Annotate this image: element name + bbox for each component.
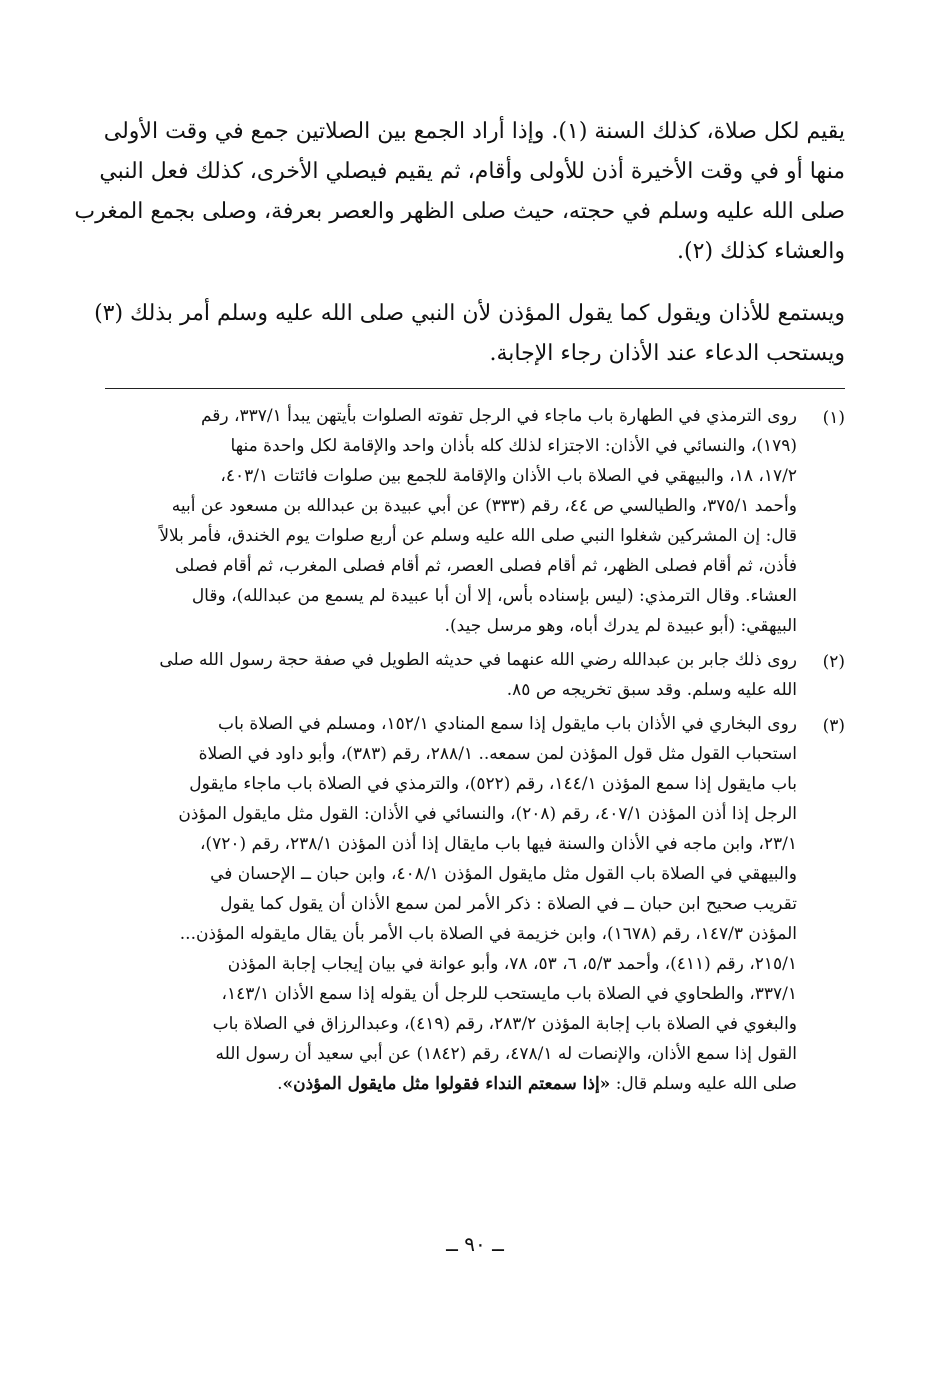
main-text-line: ويستحب الدعاء عند الأذان رجاء الإجابة. [489, 341, 845, 366]
footnote-body [105, 401, 797, 641]
footnote-1 [105, 401, 845, 641]
footnote-line: والبيهقي في الصلاة باب القول مثل مايقول المؤذن ٤٠٨/١، وابن حبان ــ الإحسان في [210, 864, 797, 884]
footnote-line: روى ذلك جابر بن عبدالله رضي الله عنهما في حديثه الطويل في صفة حجة رسول الله صلى [159, 650, 797, 670]
main-text-line: يقيم لكل صلاة، كذلك السنة (١). وإذا أراد الجمع بين الصلاتين جمع في وقت الأولى [103, 119, 845, 144]
footnote-line: ١٧/٢، ١٨، والبيهقي في الصلاة باب الأذان والإقامة للجمع بين صلوات فائتات ٤٠٣/١، [220, 466, 797, 486]
footnote-line: وأحمد ٣٧٥/١، والطيالسي ص ٤٤، رقم (٣٣٣) عن أبي عبيدة بن عبدالله بن مسعود عن أبيه [171, 496, 797, 516]
footnote-line: روى الترمذي في الطهارة باب ماجاء في الرجل تفوته الصلوات بأيتهن يبدأ ٣٣٧/١، رقم [200, 406, 797, 426]
footnote-line: الرجل إذا أذن المؤذن ٤٠٧/١، رقم (٢٠٨)، والنسائي في الأذان: القول مثل مايقول المؤذن [178, 804, 797, 824]
main-text-line: منها أو في وقت الأخيرة أذن للأولى وأقام، ثم يقيم فيصلي الأخرى، كذلك فعل النبي [99, 159, 845, 184]
footnote-2 [105, 645, 845, 705]
footnote-line: فأذن، ثم أقام فصلى الظهر، ثم أقام فصلى العصر، ثم أقام فصلى المغرب، ثم أقام فصلى [174, 556, 797, 576]
footnote-body [105, 709, 797, 1099]
footnote-line: باب مايقول إذا سمع المؤذن ١٤٤/١، رقم (٥٢٢)، والترمذي في الصلاة باب ماجاء مايقول [189, 774, 797, 794]
footnote-line: استحباب القول مثل قول المؤذن لمن سمعه.. ٢٨٨/١، رقم (٣٨٣)، وأبو داود في الصلاة [198, 744, 797, 764]
page-number: ــ ٩٠ ــ [446, 1232, 504, 1256]
footnote-line: والبغوي في الصلاة باب إجابة المؤذن ٢٨٣/٢، رقم (٤١٩)، وعبدالرزاق في الصلاة باب [212, 1014, 797, 1034]
footnote-divider [105, 388, 845, 389]
footnotes [105, 401, 845, 1103]
footnote-line: ٢٣/١، وابن ماجه في الأذان والسنة فيها باب مايقال إذا أذن المؤذن ٢٣٨/١، رقم (٧٢٠)، [199, 834, 797, 854]
footnote-line: العشاء. وقال الترمذي: (ليس بإسناده بأس، إلا أن أبا عبيدة لم يسمع من عبدالله)، وقال [191, 586, 797, 606]
footnote-number: (٣) [822, 716, 845, 736]
footnote-3 [105, 709, 845, 1099]
footnote-line: ٣٣٧/١، والطحاوي في الصلاة باب مايستحب للرجل أن يقوله إذا سمع الأذان ١٤٣/١، [221, 984, 797, 1004]
footnote-number: (١) [822, 408, 845, 428]
footnote-line: المؤذن ١٤٧/٣، رقم (١٦٧٨)، وابن خزيمة في الصلاة باب الأمر بأن يقال مايقوله المؤذن... [179, 924, 797, 944]
footnote-line: (١٧٩)، والنسائي في الأذان: الاجتزاء لذلك كله بأذان واحد والإقامة لكل واحدة منها [230, 436, 797, 456]
main-text [74, 112, 845, 374]
footnote-number: (٢) [822, 652, 845, 672]
main-text-line: ويستمع للأذان ويقول كما يقول المؤذن لأن النبي صلى الله عليه وسلم أمر بذلك (٣) [94, 301, 845, 326]
footnote-text: صلى الله عليه وسلم قال: [610, 1074, 797, 1094]
footnote-line: ٢١٥/١، رقم (٤١١)، وأحمد ٥/٣، ٦، ٥٣، ٧٨، وأبو عوانة في بيان إيجاب إجابة المؤذن [227, 954, 797, 974]
main-text-line: والعشاء كذلك (٢). [677, 239, 845, 264]
main-text-line: صلى الله عليه وسلم في حجته، حيث صلى الظهر والعصر بعرفة، وصلى بجمع المغرب [74, 199, 845, 224]
paragraph-spacer [105, 272, 845, 294]
footnote-text: . [277, 1074, 283, 1094]
footnote-line: القول إذا سمع الأذان، والإنصات له ٤٧٨/١، رقم (١٨٤٢) عن أبي سعيد أن رسول الله [215, 1044, 797, 1064]
footnote-line: روى البخاري في الأذان باب مايقول إذا سمع المنادي ١٥٢/١، ومسلم في الصلاة باب [218, 714, 797, 734]
footnote-line: البيهقي: (أبو عبيدة لم يدرك أباه، وهو مرسل جيد). [444, 616, 797, 636]
footnote-line: تقريب صحيح ابن حبان ــ في الصلاة : ذكر الأمر لمن سمع الأذان أن يقول كما يقول [220, 894, 797, 914]
footnote-line: قال: إن المشركين شغلوا النبي صلى الله عليه وسلم عن أربع صلوات يوم الخندق، فأمر بلالاً [159, 526, 797, 546]
footnote-last-line [105, 1069, 797, 1099]
footnote-body [105, 645, 797, 705]
hadith-quote: «إذا سمعتم النداء فقولوا مثل مايقول المؤذن» [282, 1074, 611, 1094]
footnote-line: الله عليه وسلم. وقد سبق تخريجه ص ٨٥. [506, 680, 797, 700]
